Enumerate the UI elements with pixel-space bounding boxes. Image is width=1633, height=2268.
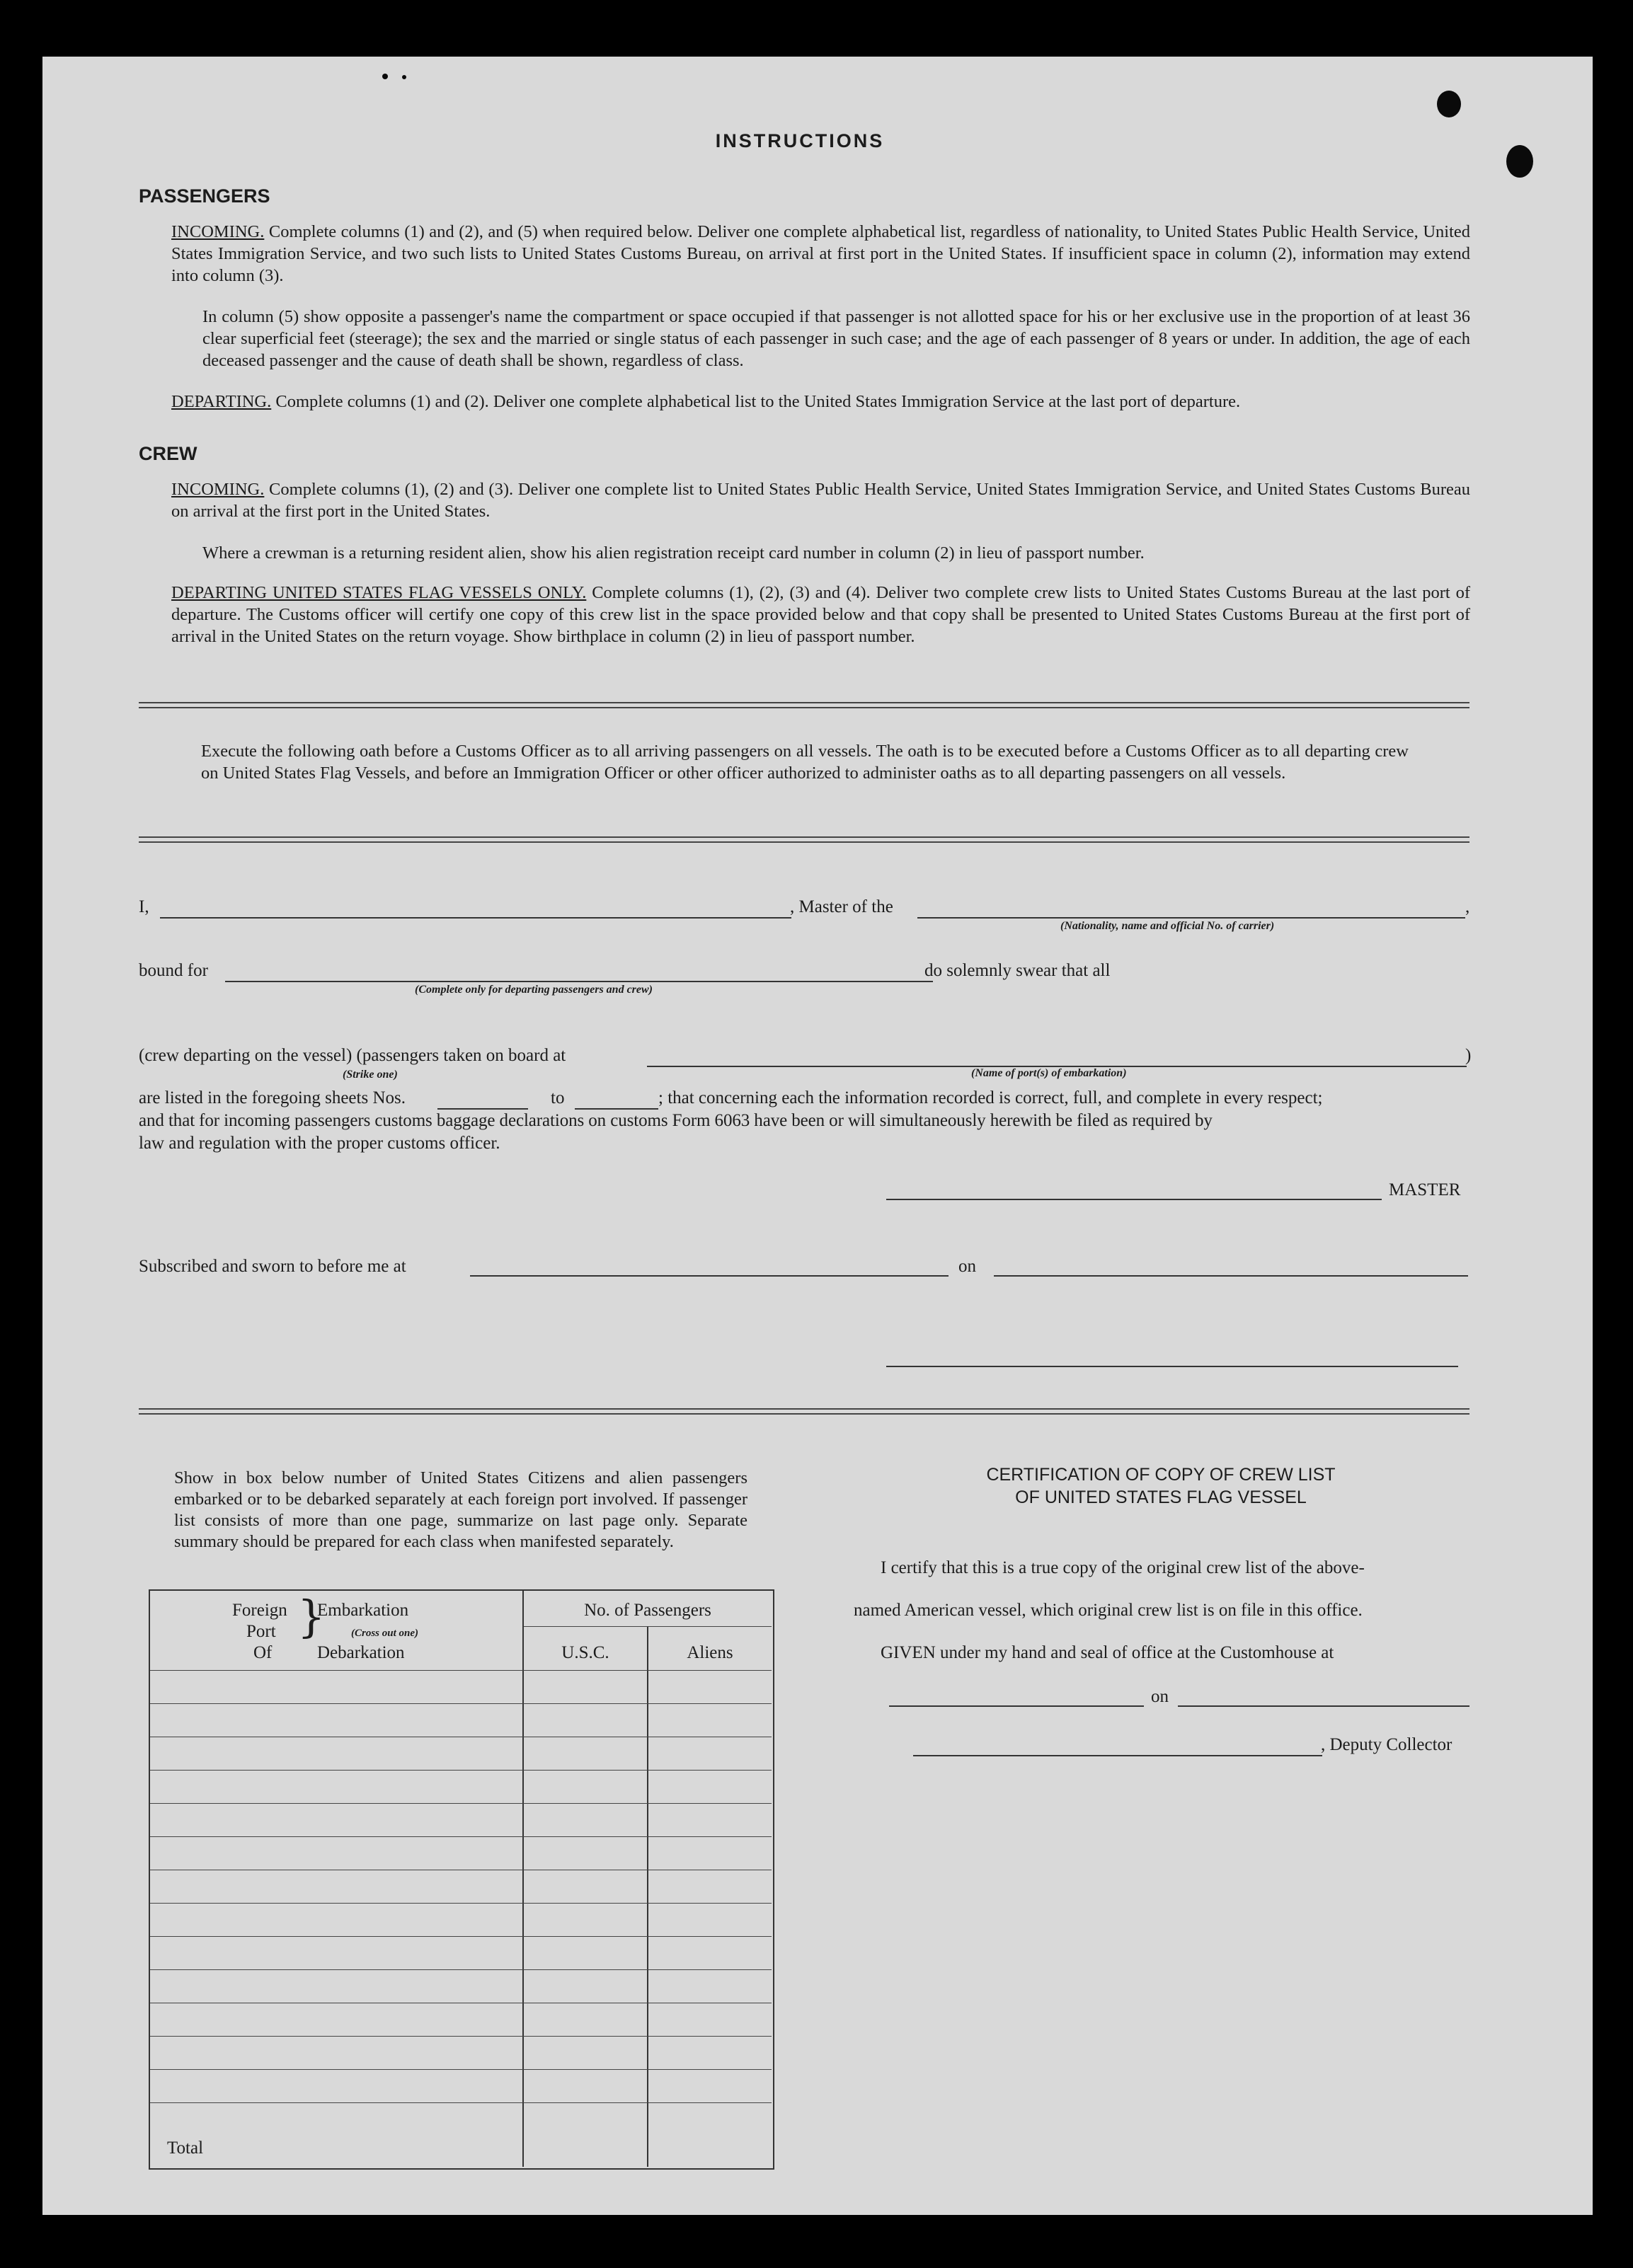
passengers-incoming-lead: INCOMING. [171,222,265,241]
crew-departing-paragraph [171,582,1470,647]
swear-label: do solemnly swear that all [924,961,1111,980]
col-port: Port [246,1622,276,1641]
table-row[interactable] [150,2036,772,2037]
col-usc: U.S.C. [561,1643,609,1662]
table-row[interactable] [150,1803,772,1804]
listed-continuation: ; that concerning each the information recorded is correct, full, and complete in every respect; [658,1088,1323,1107]
table-row[interactable] [150,1703,772,1704]
oath-divider [139,836,1469,843]
section-divider [139,702,1469,708]
passengers-incoming-paragraph [171,221,1470,287]
passenger-summary-table [149,1589,774,2170]
deputy-collector-label: , Deputy Collector [1321,1735,1452,1754]
table-row[interactable] [150,1770,772,1771]
deputy-signature-field[interactable] [913,1755,1322,1756]
table-row[interactable] [150,2069,772,2070]
table-row[interactable] [150,1903,772,1904]
listed-label: are listed in the foregoing sheets Nos. [139,1088,406,1107]
certification-line-1: I certify that this is a true copy of the original crew list of the above- [881,1558,1365,1577]
ports-field-hint: (Name of port(s) of embarkation) [971,1067,1127,1079]
col-debarkation: Debarkation [317,1643,405,1662]
table-row[interactable] [150,2102,772,2103]
table-row[interactable] [150,1836,772,1837]
oath-intro-paragraph: Execute the following oath before a Customs Officer as to all arriving passengers on all vessels. The oath is to be executed before a Customs Officer as to all departing crew on United States Flag Vessels, and before an Immigration Officer or other officer authorized to administer oaths as to all departing passengers on all vessels. [201,742,1409,783]
oath-line-2: and that for incoming passengers customs baggage declarations on customs Form 6063 have been or will simultaneously herewith be filed as required by [139,1111,1213,1130]
strike-one-hint: (Strike one) [343,1069,398,1081]
ink-blot [1437,91,1461,117]
carrier-field-hint: (Nationality, name and official No. of carrier) [1060,920,1275,932]
page-title: INSTRUCTIONS [715,130,885,151]
col-aliens: Aliens [687,1643,733,1662]
certification-title-line1: CERTIFICATION OF COPY OF CREW LIST [986,1465,1336,1485]
ink-mark [402,75,406,79]
master-label: MASTER [1389,1180,1461,1199]
oath-master-of-label: , Master of the [790,897,893,916]
col-cross-out: (Cross out one) [351,1628,419,1639]
sworn-on-label: on [958,1257,976,1276]
sheet-to-field[interactable] [575,1108,658,1110]
table-header-divider [524,1626,772,1627]
passengers-departing-text: Complete columns (1) and (2). Deliver one complete alphabetical list to the United States Immigration Service at the last port of departure. [275,392,1241,411]
certification-on-label: on [1151,1687,1169,1706]
brace-icon: } [297,1591,326,1642]
certification-date-field[interactable] [1178,1705,1469,1707]
officer-signature-field[interactable] [886,1366,1458,1367]
ports-close-paren: ) [1465,1046,1472,1065]
listed-to-label: to [551,1088,565,1107]
passengers-heading: PASSENGERS [139,185,270,207]
ink-blot [1506,145,1533,178]
oath-line-3: law and regulation with the proper customs officer. [139,1134,500,1153]
passengers-incoming-text: Complete columns (1) and (2), and (5) when required below. Deliver one complete alphabetical list, regardless of nationality, to United States Public Health Service, United States Immigration Service, and two such lists to United States Customs Bureau, on arrival at first port in the United States. If insufficient space in column (2), information may extend into column (3). [171,222,1470,285]
table-row[interactable] [150,1936,772,1937]
certification-title-line2: OF UNITED STATES FLAG VESSEL [1015,1487,1307,1507]
crew-departing-text: Complete columns (1), (2), (3) and (4). Deliver two complete crew lists to United States Customs Bureau at the last port of departure. The Customs officer will certify one copy of this crew list in the space provided below and that copy shall be presented to United States Customs Bureau at the first port of arrival in the United States on the return voyage. Show birthplace in column (2) in lieu of passport number. [171,583,1471,646]
crew-heading: CREW [139,443,197,464]
bound-for-field[interactable] [225,981,933,982]
passengers-departing-lead: DEPARTING. [171,392,272,411]
summary-instructions: Show in box below number of United States Citizens and alien passengers embarked or to be debarked separately at each foreign port involved. If passenger list consists of more than one page, summarize on last page only. Separate summary should be prepared for each class when manifested separately. [174,1468,747,1551]
summary-divider [139,1408,1469,1415]
col-embarkation: Embarkation [317,1601,409,1620]
crew-alien-paragraph: Where a crewman is a returning resident alien, show his alien registration receipt card number in column (2) in lieu of passport number. [202,543,1145,563]
crew-departing-lead: DEPARTING UNITED STATES FLAG VESSELS ONLY. [171,583,587,602]
passengers-departing-paragraph [171,391,1470,413]
col-of: Of [253,1643,273,1662]
table-col-divider [522,1591,524,2167]
total-label: Total [167,2139,204,2158]
sworn-place-field[interactable] [470,1275,949,1277]
oath-comma: , [1465,897,1470,916]
crew-incoming-text: Complete columns (1), (2) and (3). Deliver one complete list to United States Public Health Service, United States Immigration Service, and United States Customs Bureau on arrival at the first port in the United States. [171,480,1471,521]
table-col-divider [647,1626,648,2167]
oath-i-label: I, [139,897,149,916]
sworn-date-field[interactable] [994,1275,1468,1277]
passengers-column5-paragraph: In column (5) show opposite a passenger's name the compartment or space occupied if that passenger is not allotted space for his or her exclusive use in the proportion of at least 36 clear superficial feet (steerage); the sex and the married or single status of each passenger in such case; and the age of each passenger of 8 years or under. In addition, the age of each deceased passenger and the cause of death shall be shown, regardless of class. [202,307,1470,370]
certification-title [856,1463,1465,1509]
master-name-field[interactable] [160,917,791,919]
table-row[interactable] [150,1670,772,1671]
crew-incoming-lead: INCOMING. [171,480,265,499]
subscribed-label: Subscribed and sworn to before me at [139,1257,406,1276]
customhouse-field[interactable] [889,1705,1144,1707]
certification-line-2: named American vessel, which original crew list is on file in this office. [854,1601,1363,1620]
table-row[interactable] [150,1969,772,1970]
bound-for-hint: (Complete only for departing passengers and crew) [415,984,653,996]
certification-line-3: GIVEN under my hand and seal of office at the Customhouse at [881,1643,1334,1662]
bound-for-label: bound for [139,961,208,980]
crew-passengers-label: (crew departing on the vessel) (passengers taken on board at [139,1046,566,1065]
ink-mark [382,74,388,79]
crew-incoming-paragraph [171,478,1470,522]
sheet-from-field[interactable] [437,1108,528,1110]
carrier-field[interactable] [917,917,1465,919]
col-foreign: Foreign [232,1601,287,1620]
col-num-passengers: No. of Passengers [584,1601,711,1620]
master-signature-field[interactable] [886,1199,1382,1200]
